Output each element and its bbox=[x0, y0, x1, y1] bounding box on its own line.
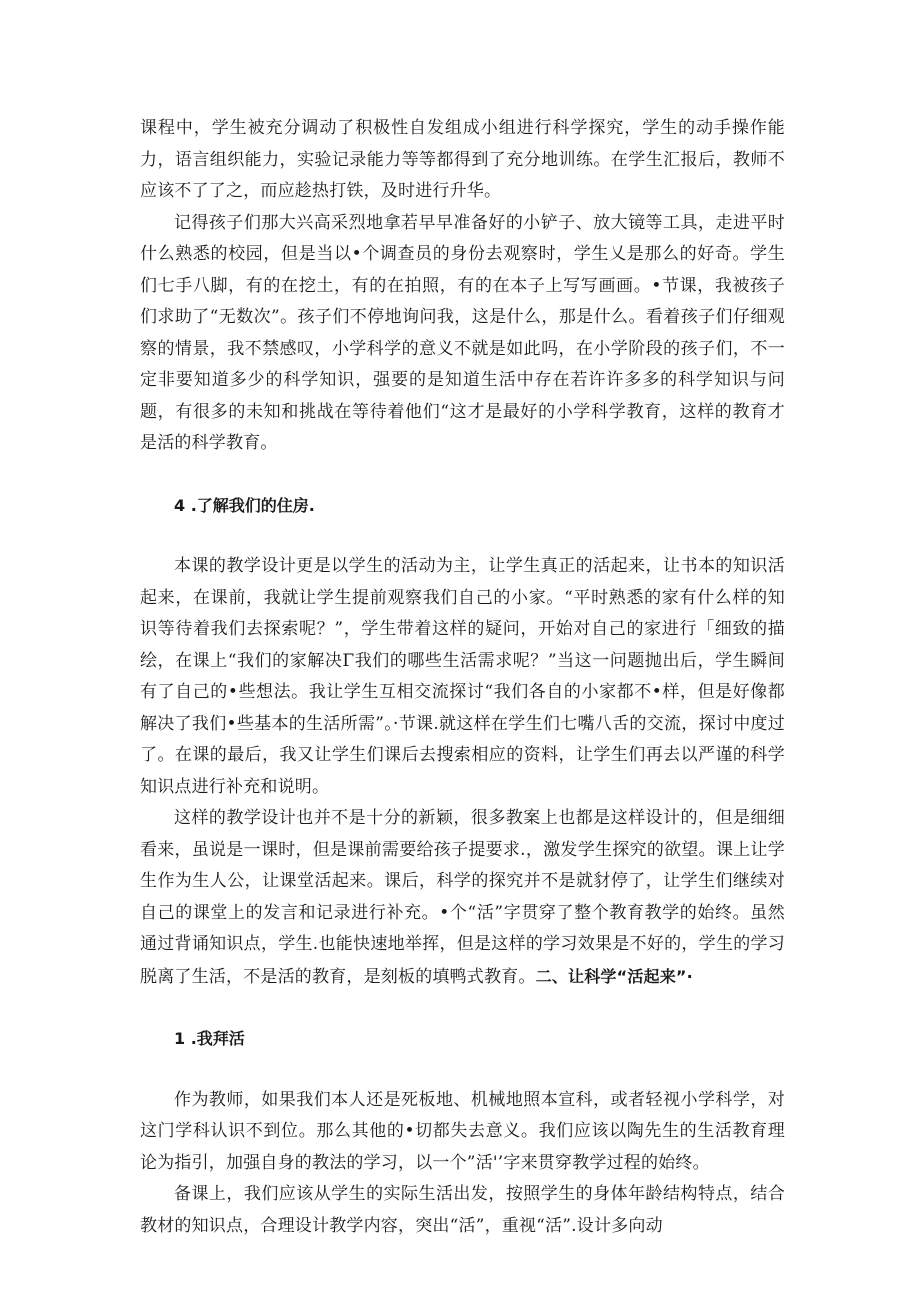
paragraph-campus-observation: 记得孩子们那大兴高采烈地拿若早早准备好的小铲子、放大镜等工具，走进平时什么熟悉的校园，但是当以•个调查员的身份去观察时，学生乂是那么的好奇。学生们七手八脚，有的在挖土，有的在拍照，有的在本子上写写画画。•节课，我被孩子们求助了“无数次”。孩子们不停地询问我，这是什么，那是什么。看着孩子们仔细观察的情景，我不禁感叹，小学科学的意义不就是如此吗，在小学阶段的孩子们，不一定非要知道多少的科学知识，强要的是知道生活中存在若许许多多的科学知识与问题，有很多的未知和挑战在等待着他们“这才是最好的小学科学教育，这样的教育才是活的科学教育。 bbox=[140, 212, 785, 453]
section-heading-living: 1 .我拜活 bbox=[174, 1029, 245, 1048]
section-heading-make-science-alive: 二、让科学“活起来”· bbox=[535, 966, 693, 986]
paragraph-student-inquiry: 课程中，学生被充分调动了积极性自发组成小组进行科学探究，学生的动手操作能力，语言组织能力，实验记录能力等等都得到了充分地训练。在学生汇报后，教师不应该不了了之，而应趁热打铁，及时进行升华。 bbox=[140, 118, 785, 201]
paragraph-lesson-preparation: 备课上，我们应该从学生的实际生活出发，按照学生的身体年龄结构特点，结合教材的知识点，合理设计教学内容，突出“活”，重视“活”.设计多向动 bbox=[140, 1184, 785, 1236]
paragraph-lesson-design: 本课的教学设计更是以学生的活动为主，让学生真正的活起来，让书本的知识活起来，在课前，我就让学生提前观察我们自己的小家。“平时熟悉的家有什么样的知识等待着我们去探索呢？”，学生带着这样的疑问，开始对自己的家进行「细致的描绘，在课上“我们的家解决Γ我们的哪些生活需求呢？”当这一问题抛出后，学生瞬间有了自己的•些想法。我让学生互相交流探讨“我们各自的小家都不•样，但是好像都解决了我们•些基本的生活所需”。·节课.就这样在学生们七嘴八舌的交流，探讨中度过了。在课的最后，我又让学生们课后去搜索相应的资料，让学生们再去以严谨的科学知识点进行补充和说明。 bbox=[140, 556, 785, 797]
paragraph-design-reflection bbox=[140, 803, 785, 993]
section-heading-housing: 4 .了解我们的住房. bbox=[174, 495, 315, 515]
paragraph-design-reflection-text: 这样的教学设计也并不是十分的新颖，很多教案上也都是这样设计的，但是细细看来，虽说是一课时，但是课前需要给孩子提要求.，激发学生探究的欲望。课上让学生作为生人公，让课堂活起来。课后，科学的探究并不是就豺停了，让学生们继续对自己的课堂上的发言和记录进行补充。•个“活”字贯穿了整个教育教学的始终。虽然通过背诵知识点，学生.也能快速地举挥，但是这样的学习效果是不好的，学生的学习脱离了生活，不是活的教育，是刻板的填鸭式教育。 bbox=[140, 808, 785, 987]
paragraph-teacher-role: 作为教师，如果我们本人还是死板地、机械地照本宣科，或者轻视小学科学，对这门学科认识不到位。那么其他的•切都失去意义。我们应该以陶先生的生活教育理论为指引，加强自身的教法的学习，以一个”活'’字来贯穿教学过程的始终。 bbox=[140, 1089, 785, 1173]
document-page bbox=[140, 113, 785, 1242]
